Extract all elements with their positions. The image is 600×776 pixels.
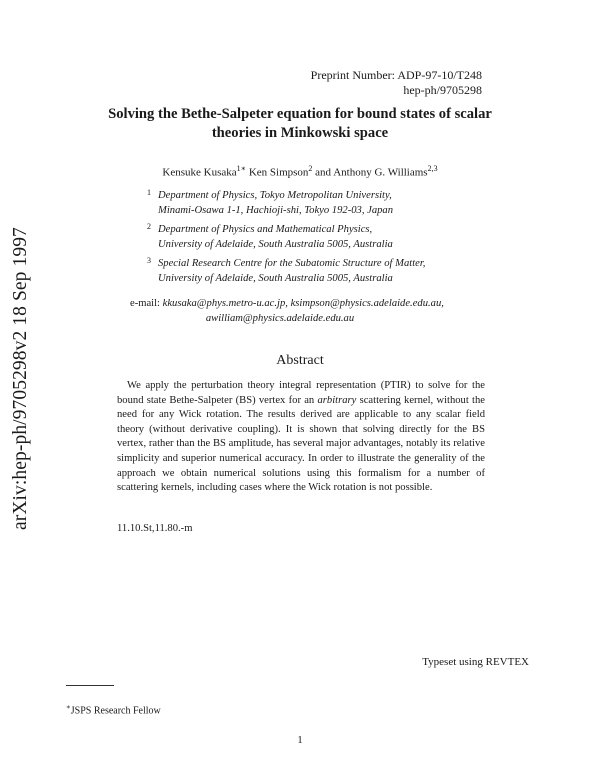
affiliation-1-line-1: Department of Physics, Tokyo Metropolitan University,	[158, 190, 392, 201]
abstract-body	[117, 379, 485, 496]
email-line-2[interactable]: awilliam@physics.adelaide.edu.au	[205, 313, 355, 324]
abstract-heading: Abstract	[276, 353, 324, 368]
pacs-codes: 11.10.St,11.80.-m	[117, 523, 193, 534]
affiliation-1-line-2: Minami-Osawa 1-1, Hachioji-shi, Tokyo 192-03, Japan	[158, 205, 394, 216]
footnote	[66, 703, 161, 716]
affiliation-3-number: 3	[147, 256, 151, 265]
abstract-text-1: We apply the perturbation theory integral representation (PTIR) to solve for the bound state Bethe-Salpeter (BS) vertex for an	[117, 380, 485, 406]
footnote-mark: ∗	[66, 703, 71, 711]
author-list	[100, 164, 500, 179]
email-label: e-mail:	[130, 298, 163, 309]
author-3-marks: 2,3	[427, 164, 438, 173]
abstract-emphasis: arbitrary	[317, 394, 357, 406]
author-2: Ken Simpson	[246, 166, 309, 179]
affiliation-2-line-2: University of Adelaide, South Australia 5005, Australia	[158, 239, 393, 250]
affiliation-2	[147, 222, 393, 252]
author-1: Kensuke Kusaka	[162, 166, 237, 179]
preprint-info	[311, 68, 482, 98]
footnote-rule	[66, 685, 114, 686]
affiliation-2-number: 2	[147, 222, 151, 231]
affiliation-3-line-1: Special Research Centre for the Subatomic Structure of Matter,	[158, 258, 426, 269]
affiliation-3	[147, 256, 426, 286]
author-1-marks: 1∗	[236, 164, 247, 173]
title-line-1: Solving the Bethe-Salpeter equation for bound states of scalar	[108, 106, 492, 122]
title-line-2: theories in Minkowski space	[211, 125, 389, 141]
affiliation-3-line-2: University of Adelaide, South Australia 5005, Australia	[158, 273, 393, 284]
author-3: and Anthony G. Williams	[312, 166, 428, 179]
preprint-number: Preprint Number: ADP-97-10/T248	[310, 68, 482, 82]
footnote-text: JSPS Research Fellow	[70, 705, 161, 717]
affiliation-1-number: 1	[147, 188, 151, 197]
arxiv-sidebar-stamp: arXiv:hep-ph/9705298v2 18 Sep 1997	[10, 227, 31, 530]
affiliation-2-line-1: Department of Physics and Mathematical Physics,	[158, 224, 373, 235]
preprint-arxiv-id: hep-ph/9705298	[403, 83, 482, 97]
page-number: 1	[297, 734, 303, 746]
author-2-marks: 2	[308, 164, 313, 173]
abstract-text-2: scattering kernel, without the need for any Wick rotation. The results derived are applicable to any scalar field theory (without derivative coupling). It is shown that solving directly for the BS vertex, rather than the BS amplitude, has several major advantages, notably its relative simplicity and superior numerical accuracy. In order to illustrate the generality of the approach we obtain numerical solutions using this formalism for a number of scattering kernels, including cases where the Wick rotation is not possible.	[117, 394, 485, 494]
typeset-note: Typeset using REVTEX	[422, 656, 529, 668]
affiliation-1	[147, 188, 394, 218]
paper-title	[70, 105, 530, 143]
email-block	[130, 296, 480, 326]
email-line-1[interactable]: kkusaka@phys.metro-u.ac.jp, ksimpson@physics.adelaide.edu.au,	[162, 298, 444, 309]
